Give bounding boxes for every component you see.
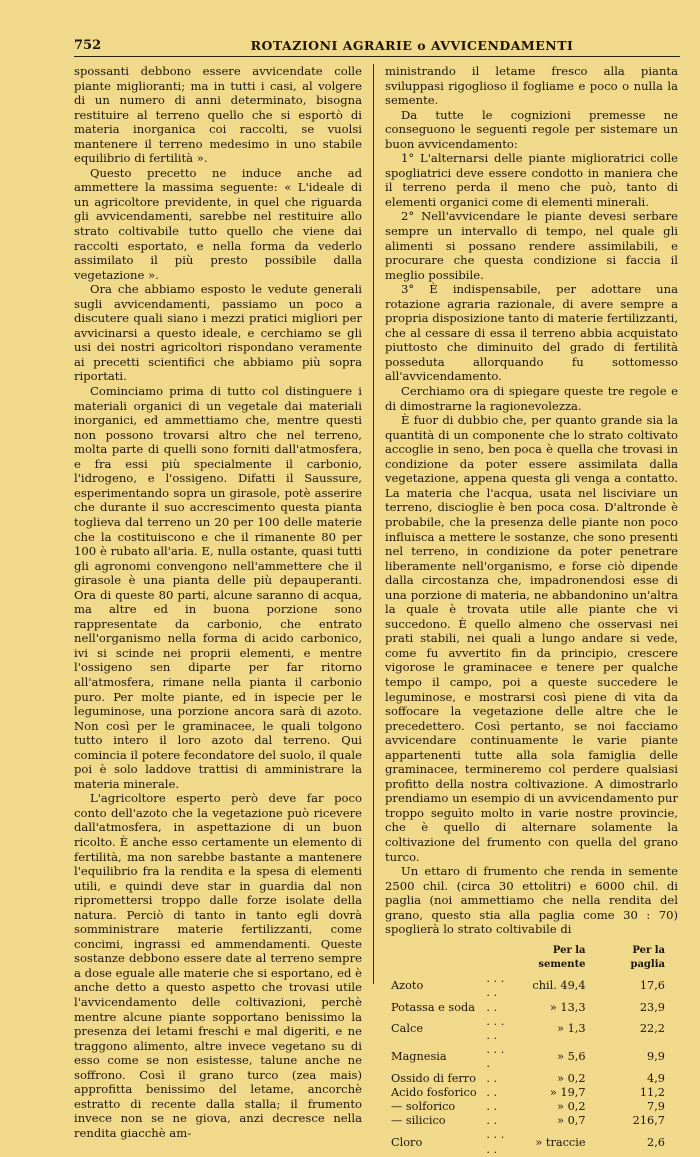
paragraph: Cominciamo prima di tutto col distinguere i materiali organici di un vegetale dai materiali inorganici, ed ammettiamo che, mentre questi non possono trovarsi altro che nel terreno, molta parte di quelli sono forniti dall'atmosfera, e fra essi più specialmente il carbonio, l'idrogeno, e l'ossigeno. Difatti il Saussure, esperimentando sopra un girasole, potè asserire che durante il suo accrescimento questa pianta toglieva dal terreno un 20 per 100 delle materie che la costituiscono e che il rimanente 80 per 100 è rubato all'aria. E, nulla ostante, quasi tutti gli agronomi convengono nell'ammettere che il girasole è una pianta delle più depauperanti. Ora di queste 80 parti, alcune saranno di acqua, ma altre ed in buona porzione sono rappresentate da carbonio, che entrato nell'organismo nella forma di acido carbonico, ivi si scinde nei proprii elementi, e mentre l'ossigeno sen diparte per far ritorno all'atmosfera, rimane nella pianta il carbonio puro. Per molte piante, ed in ispecie per le leguminose, una porzione ancora sarà di azoto. Non così per le graminacee, le quali tolgono tutto intero il loro azoto dal terreno. Qui comincia il potere fecondatore del suolo, il quale poi è solo laddove trattisi di amministrare la materia minerale. [74,384,362,791]
seed-value: » 0,2 [557,1100,586,1114]
left-column [74,64,362,1140]
seed-value: » 19,7 [549,1085,586,1099]
seed-value: » traccie [535,1135,586,1149]
table-row [391,1001,679,1015]
leader-dots: . . . . . [486,972,505,1000]
table-row [391,1128,679,1156]
component-name: Magnesia [391,1050,447,1064]
straw-value: 4,9 [647,1071,665,1085]
paragraph: Questo precetto ne induce anche ad ammettere la massima seguente: « L'ideale di un agricoltore previdente, in quel che riguarda gli avvicendamenti, sarebbe nel restituire allo strato coltivabile tutto quello che viene dai raccolti esportato, e nella forma da vederlo assimilato il più presto possibile dalla vegetazione ». [74,165,362,282]
header-straw: Per la paglia [630,944,665,971]
paragraph: Da tutte le cognizioni premesse ne conseguono le seguenti regole per sistemare un buon avvicendamento: [385,107,678,151]
straw-value: 7,9 [647,1100,665,1114]
seed-value: » 0,2 [557,1071,586,1085]
leader-dots: . . [486,1000,498,1014]
straw-value: 22,2 [639,1021,665,1035]
straw-value: 9,9 [647,1050,665,1064]
seed-value: » 5,6 [557,1050,586,1064]
paragraph: Cerchiamo ora di spiegare queste tre regole e di dimostrarne la ragionevolezza. [385,384,678,413]
paragraph: È fuor di dubbio che, per quanto grande sia la quantità di un componente che lo strato coltivato accoglie in seno, ben poca è quella che trovasi in condizione da poter essere assimilata dalla vegetazione, appena questa gli venga a contatto. La materia che l'acqua, usata nel lisciviare un terreno, discioglie è ben poca cosa. D'altronde è probabile, che la presenza delle piante non poco influisca a mettere le sostanze, che sono presenti nel terreno, in condizione da poter penetrare liberamente nell'organismo, e forse ciò dipende dalla circostanza che, impadronendosi esse di una porzione di materia, ne abbandonino un'altra la quale è trovata utile alle piante che vi succedono. È quello almeno che osservasi nei prati stabili, nei quali a lungo andare si vede, come fu avvertito fin da principio, crescere vigorose le graminacee e tenere per qualche tempo il campo, poi a queste succedere le leguminose, e mostrarsi così piene di vita da soffocare la vegetazione delle altre che le precedettero. Così pertanto, se noi facciamo avvicendare continuamente le varie piante appartenenti tutte alla sola famiglia delle graminacee, termineremo col perdere qualsiasi profitto della nostra coltivazione. A dimostrarlo prendiamo un esempio di un avvicendamento pur troppo seguìto molto in varie nostre provincie, che è quello di alternare solamente la coltivazione del frumento con quella del grano turco. [385,413,678,864]
table-row [391,1100,679,1114]
paragraph: ministrando il letame fresco alla pianta sviluppasi rigoglioso il fogliame e poco o nulla la semente. [385,64,678,108]
paragraph: spossanti debbono essere avvicendate colle piante miglioranti; ma in tutti i casi, al volgere di un numero di anni determinato, bisogna restituire al terreno quello che si esportò di materia inorganica coi raccolti, se vuolsi mantenere il terreno medesimo in uno stabile equilibrio di fertilità ». [74,64,362,166]
component-name: — solforico [391,1100,456,1114]
component-name: Cloro [391,1135,423,1149]
paragraph: 1° L'alternarsi delle piante miglioratrici colle spogliatrici deve essere condotto in maniera che il terreno perda il meno che può, tanto di elementi organici come di elementi minerali. [385,151,678,209]
paragraph: L'agricoltore esperto però deve far poco conto dell'azoto che la vegetazione può ricevere dall'atmosfera, in aspettazione di un buon ricolto. È anche esso certamente un elemento di fertilità, ma non sarebbe bastante a mantenere l'equilibrio fra la rendita e la spesa di elementi utili, e quindi deve star in guardia dal non ripromettersi troppo dalle forze isolate della natura. Perciò di tanto in tanto egli dovrà somministrare materie fertilizzanti, come concimi, ingrassi ed ammendamenti. Queste sostanze debbono essere date al terreno sempre a dose eguale alle materie che si esportano, ed è anche detto a questo aspetto che trovasi utile l'avvicendamento delle coltivazioni, perchè mentre alcune piante sopportano benissimo la presenza dei letami freschi e mal digeriti, e ne traggono alimento, altre invece vegetano su di esso come se non esistesse, talune anche ne soffrono. Così il grano turco (zea mais) approfitta benissimo del letame, ancorchè estratto di recente dalla stalla; il frumento invece non se ne giova, anzi decresce nella rendita giacchè am- [74,791,362,1140]
straw-value: 11,2 [639,1085,665,1099]
leader-dots: . . [486,1085,498,1099]
running-header [74,38,680,57]
straw-value: 23,9 [639,1000,665,1014]
seed-value: » 0,7 [557,1114,586,1128]
seed-value: » 1,3 [557,1021,586,1035]
composition-table [391,944,679,1157]
table-row [391,1114,679,1128]
paragraph: 3° È indispensabile, per adottare una rotazione agraria razionale, di avere sempre a propria disposizione tanto di materie fertilizzanti, che al cessare di essa il terreno abbia acquistato piuttosto che diminuito del grado di fertilità posseduta allorquando fu sottomesso all'avvicendamento. [385,282,678,384]
seed-value: » 13,3 [549,1000,586,1014]
component-name: Acido fosforico [391,1085,477,1099]
component-name: Calce [391,1021,424,1035]
table-row [391,972,679,1000]
straw-value: 216,7 [632,1114,665,1128]
leader-dots: . . [486,1071,498,1085]
leader-dots: . . . . . [486,1014,505,1043]
table-row [391,1015,679,1043]
component-name: Ossido di ferro [391,1071,476,1085]
paragraph: Ora che abbiamo esposto le vedute generali sugli avvicendamenti, passiamo un poco a discutere quali siano i mezzi pratici migliori per avvicinarsi a questo ideale, e cerchiamo se gli usi dei nostri agricoltori rispondano veramente ai precetti scientifici che abbiamo più sopra riportati. [74,282,362,384]
straw-value: 17,6 [639,979,665,993]
column-divider [373,64,374,984]
component-name: Potassa e soda [391,1000,475,1014]
paragraph: Un ettaro di frumento che renda in semente 2500 chil. (circa 30 ettolitri) e 6000 chil. di paglia (noi ammettiamo che nella rendita del grano, questo stia alla paglia come 30 : 70) spoglierà lo strato coltivabile di [385,864,678,937]
leader-dots: . . [486,1100,498,1114]
running-title: ROTAZIONI AGRARIE o AVVICENDAMENTI [250,38,574,53]
right-column [385,64,678,1157]
component-name: — silicico [391,1114,446,1128]
table-row [391,1043,679,1071]
table-row [391,1086,679,1100]
leader-dots: . . . . . [486,1128,505,1156]
table-row [391,1072,679,1086]
table-header-row [391,944,679,972]
component-name: Azoto [391,979,424,993]
right-paragraphs [385,64,678,937]
leader-dots: . . [486,1114,498,1128]
page-number: 752 [74,38,102,53]
seed-value: chil. 49,4 [532,979,586,993]
header-seed: Per la semente [538,944,586,971]
straw-value: 2,6 [647,1135,665,1149]
leader-dots: . . . . [486,1043,505,1071]
paragraph: 2° Nell'avvicendare le piante devesi serbare sempre un intervallo di tempo, nel quale gli alimenti si possano rendere assimilabili, e procurare che questa condizione si faccia il meglio possibile. [385,209,678,282]
